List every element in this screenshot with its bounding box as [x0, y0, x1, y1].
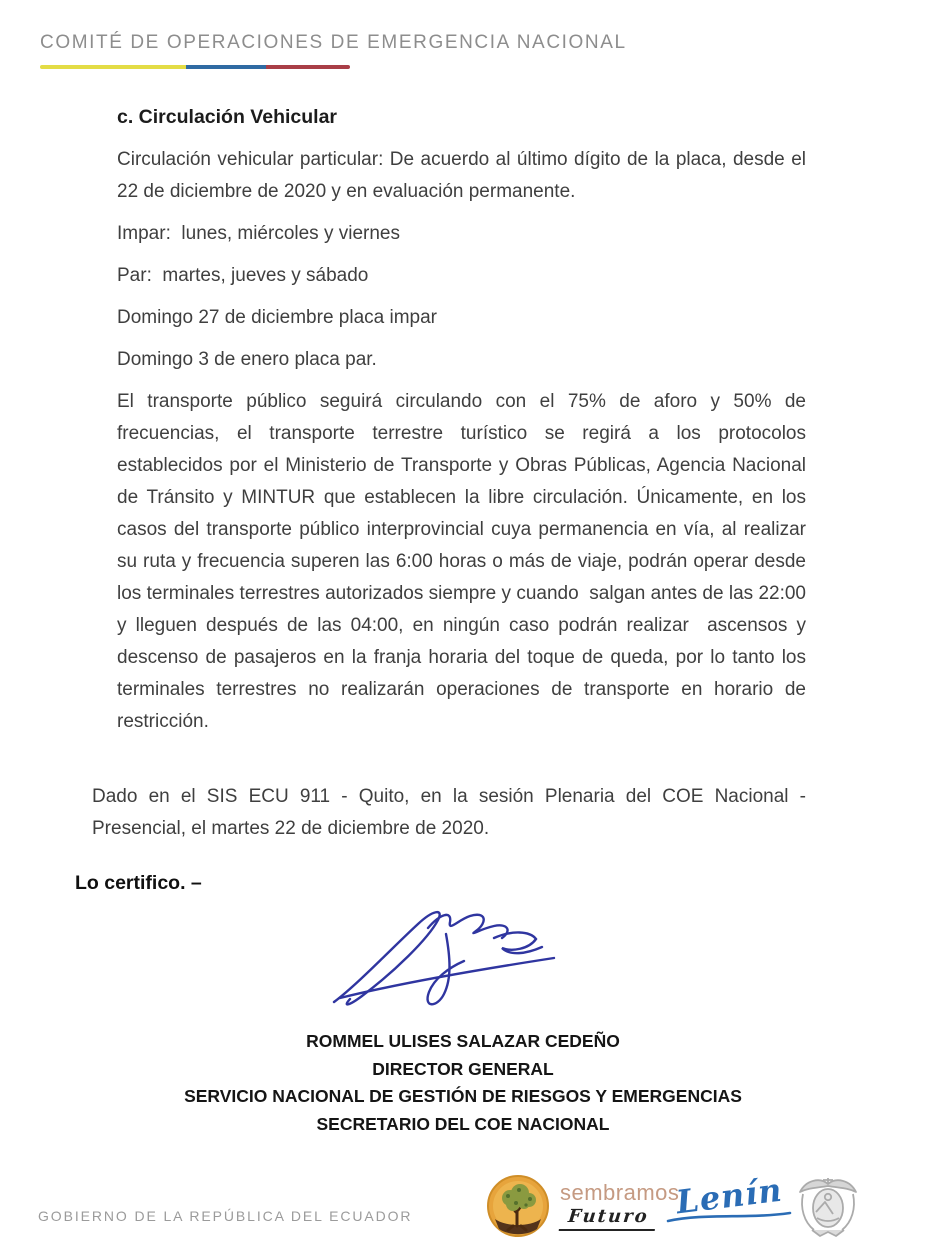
main-paragraph: El transporte público seguirá circulando con el 75% de aforo y 50% de frecuencias, el transporte terrestre turístico se regirá a los protocolos establecidos por el Ministerio de Transporte y Obras Públicas, Agencia Nacional de Tránsito y MINTUR que establecen la libre circulación. Únicamente, en los casos del transporte público interprovincial cuya permanencia en vía, al realizar su ruta y frecuencia superen las 6:00 horas o más de viaje, podrán operar desde los terminales terrestres autorizados siempre y cuando salgan antes de las 22:00 y lleguen después de las 04:00, en ningún caso podrán realizar ascensos y descenso de pasajeros en la franja horaria del toque de queda, por lo tanto los terminales terrestres no realizarán operaciones de transporte en horario de restricción. [117, 391, 817, 732]
signatory-block [0, 1028, 926, 1138]
futuro-word: Futuro [559, 1206, 658, 1231]
signature [316, 898, 566, 1013]
intro-paragraph: Circulación vehicular particular: De acuerdo al último dígito de la placa, desde el 22 de diciembre de 2020 y en evaluación permanente. [117, 149, 812, 202]
list-item-impar: Impar: lunes, miércoles y viernes [117, 223, 400, 244]
government-label: GOBIERNO DE LA REPÚBLICA DEL ECUADOR [38, 1208, 413, 1224]
sembramos-wordmark [560, 1179, 680, 1231]
flag-yellow-segment [40, 65, 186, 69]
page-title: COMITÉ DE OPERACIONES DE EMERGENCIA NACIONAL [40, 32, 627, 53]
lenin-logo [664, 1170, 794, 1224]
ecuador-flag-underline [40, 65, 350, 69]
list-item-domingo-3: Domingo 3 de enero placa par. [117, 349, 377, 370]
flag-blue-segment [186, 65, 267, 69]
signatory-position: SECRETARIO DEL COE NACIONAL [316, 1113, 610, 1134]
sembramos-futuro-logo [486, 1174, 679, 1238]
list-item-domingo-27: Domingo 27 de diciembre placa impar [117, 307, 437, 328]
closing-paragraph: Dado en el SIS ECU 911 - Quito, en la sesión Plenaria del COE Nacional - Presencial, el martes 22 de diciembre de 2020. [92, 786, 812, 839]
sembramos-tree-icon [486, 1174, 550, 1238]
sembramos-word: sembramos [560, 1179, 680, 1205]
flag-red-segment [266, 65, 350, 69]
signatory-institution: SERVICIO NACIONAL DE GESTIÓN DE RIESGOS Y EMERGENCIAS [184, 1086, 742, 1106]
lenin-wordmark: Lenín [673, 1170, 785, 1222]
list-item-par: Par: martes, jueves y sábado [117, 265, 369, 286]
certify-label: Lo certifico. – [75, 872, 202, 894]
signature-ink-icon [316, 898, 566, 1013]
section-heading: c. Circulación Vehicular [117, 106, 338, 128]
signatory-name: ROMMEL ULISES SALAZAR CEDEÑO [306, 1031, 620, 1051]
signatory-role: DIRECTOR GENERAL [372, 1058, 554, 1079]
document-body [117, 101, 817, 748]
ecuador-coat-of-arms-icon [790, 1172, 866, 1247]
